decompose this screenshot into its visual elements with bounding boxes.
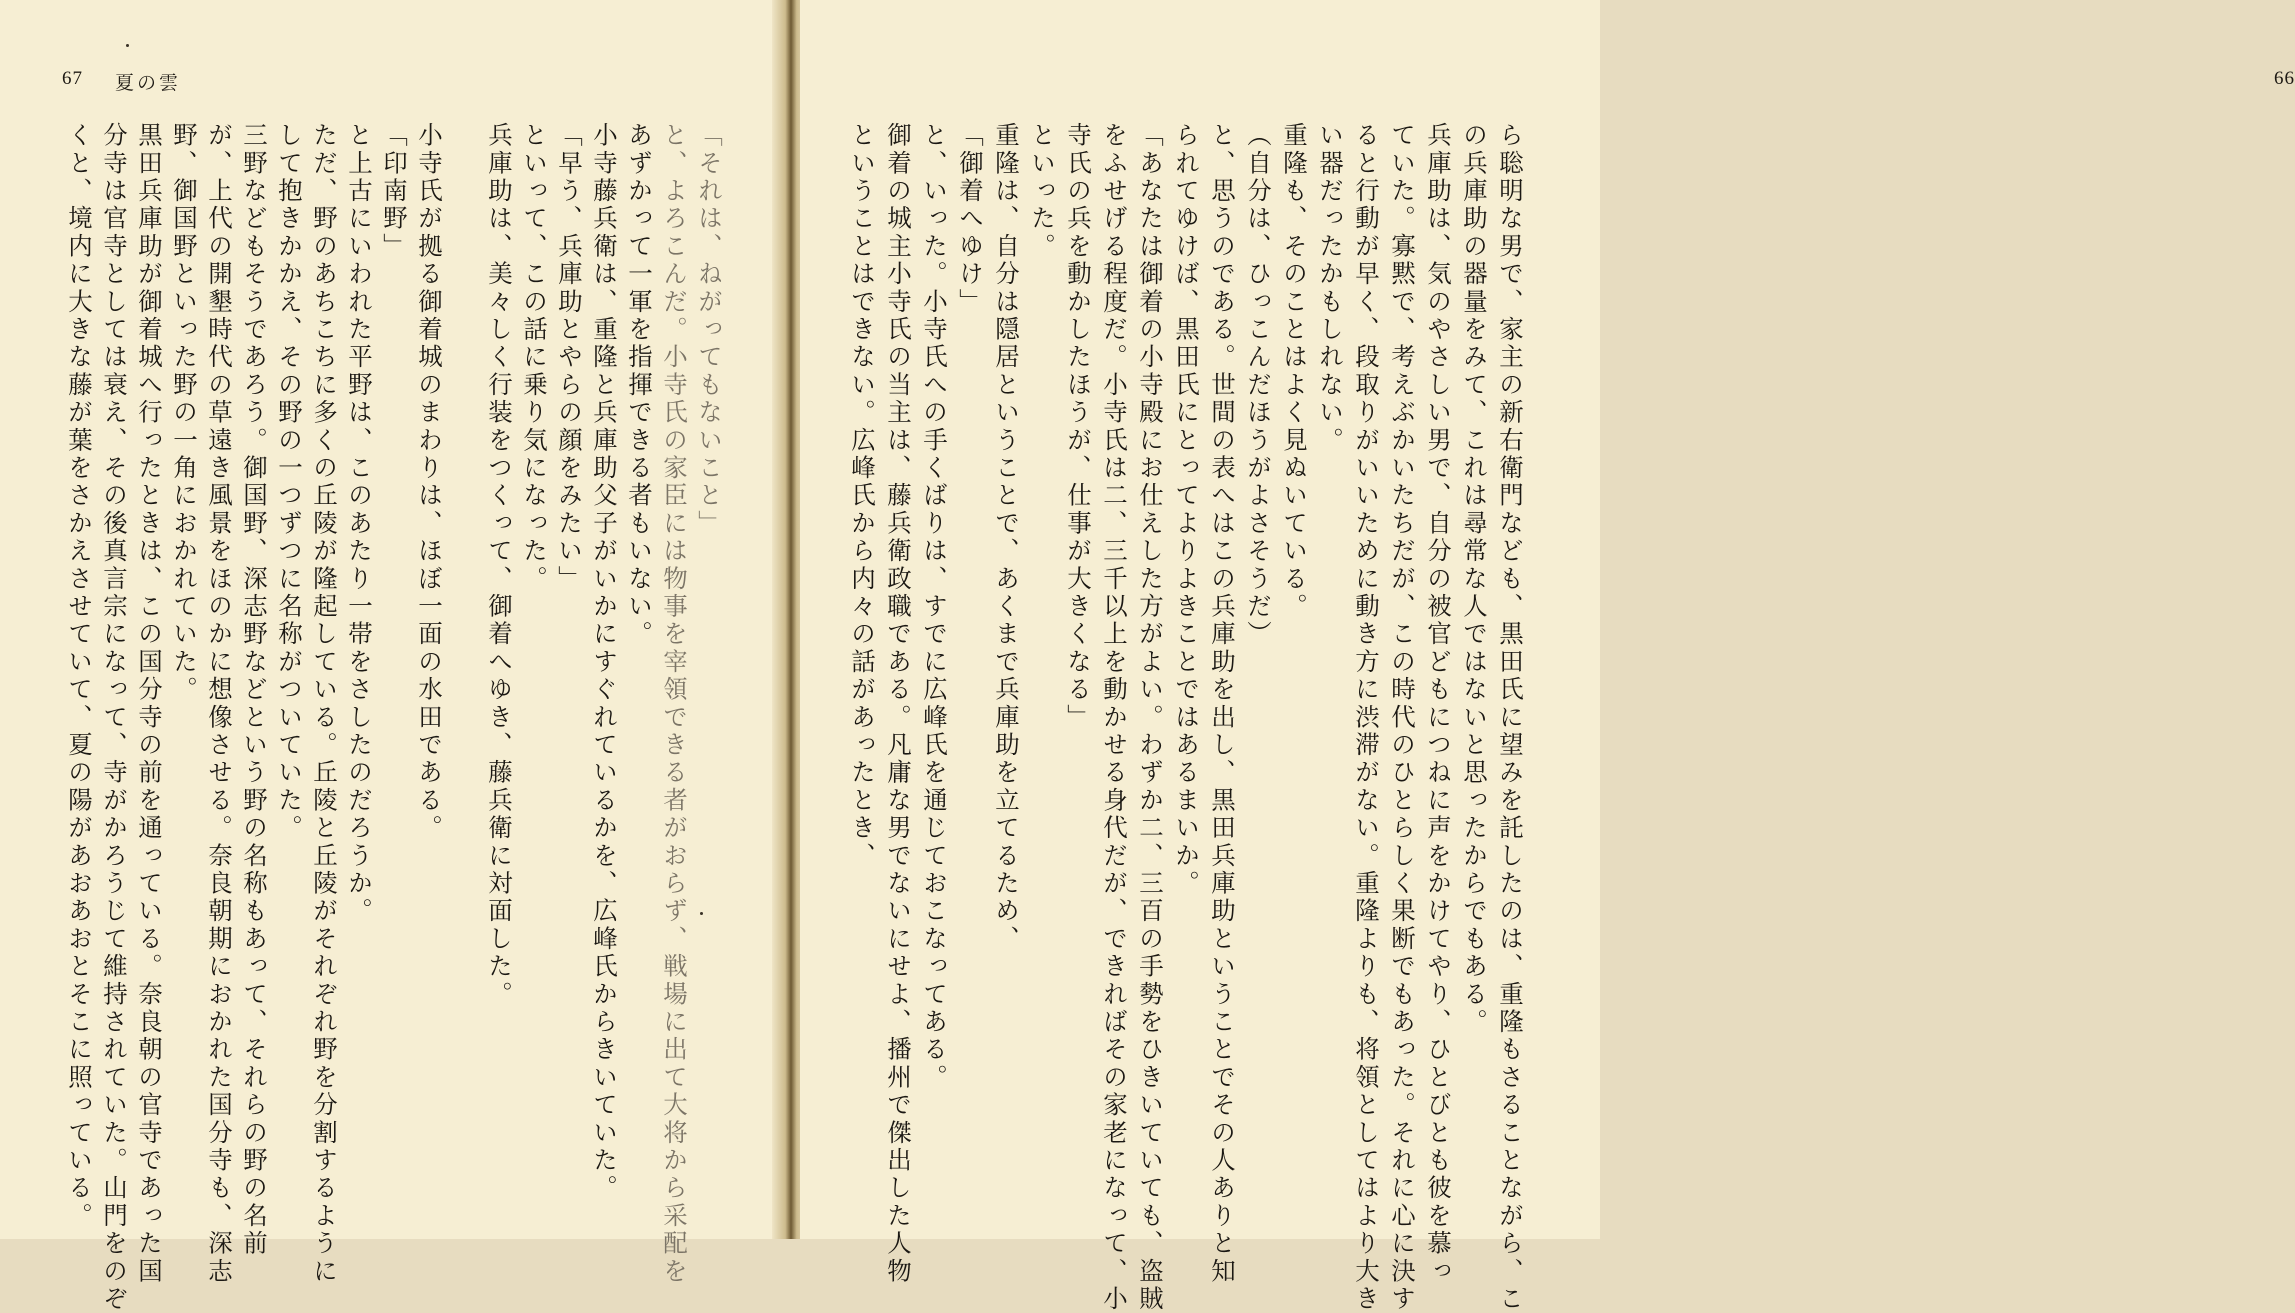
- text-column: 黒田兵庫助が御着城へ行ったときは、この国分寺の前を通っている。奈良朝の官寺であった国: [135, 122, 164, 1286]
- text-column: といった。: [1028, 122, 1057, 261]
- page-number-right: 66: [2274, 68, 2295, 89]
- text-column: 寺氏の兵を動かしたほうが、仕事が大きくなる」: [1064, 122, 1093, 732]
- text-column: 重隆も、そのことはよく見ぬいている。: [1280, 122, 1309, 621]
- text-column: ただ、野のあちこちに多くの丘陵が隆起している。丘陵と丘陵がそれぞれ野を分割するように: [310, 122, 339, 1286]
- page-number-left: 67: [62, 68, 83, 89]
- text-column: 「御着へゆけ」: [956, 122, 985, 316]
- text-column: ら聡明な男で、家主の新右衛門なども、黒田氏に望みを託したのは、重隆もさることながら、こ: [1496, 122, 1525, 1313]
- running-title: 夏の雲: [115, 73, 182, 94]
- text-column: 「それは、ねがってもないこと」: [695, 122, 724, 538]
- text-column: [447, 122, 481, 1202]
- text-column: が、上代の開墾時代の草遠き風景をほのかに想像させる。奈良朝期におかれた国分寺も、深志: [205, 122, 234, 1286]
- text-column: して抱きかかえ、その野の一つずつに名称がついていた。: [275, 122, 304, 843]
- text-column: といって、この話に乗り気になった。: [520, 122, 549, 593]
- text-column: 兵庫助は、美々しく行装をつくって、御着へゆき、藤兵衛に対面した。: [485, 122, 514, 1009]
- print-speck: [700, 912, 703, 915]
- text-column: 重隆は、自分は隠居ということで、あくまで兵庫助を立てるため、: [992, 122, 1021, 953]
- text-column: 御着の城主小寺氏の当主は、藤兵衛政職である。凡庸な男でないにせよ、播州で傑出した人物: [884, 122, 913, 1286]
- text-column: と、思うのである。世間の表へはこの兵庫助を出し、黒田兵庫助ということでその人ありと知: [1208, 122, 1237, 1286]
- text-column: 小寺藤兵衛は、重隆と兵庫助父子がいかにすぐれているかを、広峰氏からきいていた。: [590, 122, 619, 1203]
- text-column: 「印南野」: [380, 122, 409, 261]
- text-column: と、いった。小寺氏への手くばりは、すでに広峰氏を通じておこなってある。: [920, 122, 949, 1092]
- text-column: くと、境内に大きな藤が葉をさかえさせていて、夏の陽があおあおとそこに照っている。: [65, 122, 94, 1230]
- text-column: 小寺氏が拠る御着城のまわりは、ほぼ一面の水田である。: [415, 122, 444, 843]
- text-column: ということはできない。広峰氏から内々の話があったとき、: [848, 122, 877, 870]
- text-column: い器だったかもしれない。: [1316, 122, 1345, 455]
- text-column: 野、御国野といった野の一角におかれていた。: [170, 122, 199, 704]
- left-page: [0, 0, 780, 1313]
- text-column: の兵庫助の器量をみて、これは尋常な人ではないと思ったからでもある。: [1460, 122, 1489, 1037]
- print-speck: [126, 44, 129, 47]
- text-column: 「あなたは御着の小寺殿にお仕えした方がよい。わずか二、三百の手勢をひきいていても、盗賊: [1136, 122, 1165, 1313]
- text-column: 三野などもそうであろう。御国野、深志野などという野の名称もあって、それらの野の名前: [240, 122, 269, 1258]
- text-column: ていた。寡黙で、考えぶかいたちだが、この時代のひとらしく果断でもあった。それに心に決す: [1388, 122, 1417, 1313]
- right-page: [800, 0, 2295, 1313]
- text-column: （自分は、ひっこんだほうがよさそうだ）: [1244, 122, 1273, 649]
- text-column: 分寺は官寺としては衰え、その後真言宗になって、寺がかろうじて維持されていた。山門をのぞ: [100, 122, 129, 1313]
- text-column: ると行動が早く、段取りがいいために動き方に渋滞がない。重隆よりも、将領としてはより大き: [1352, 122, 1381, 1313]
- text-column: と上古にいわれた平野は、このあたり一帯をさしたのだろうか。: [345, 122, 374, 926]
- text-column: 「早う、兵庫助とやらの顔をみたい」: [555, 122, 584, 593]
- text-column: 兵庫助は、気のやさしい男で、自分の被官どもにつねに声をかけてやり、ひとびとも彼を慕っ: [1424, 122, 1453, 1286]
- text-column: と、よろこんだ。小寺氏の家臣には物事を宰領できる者がおらず、戦場に出て大将から采配を: [660, 122, 689, 1286]
- text-column: られてゆけば、黒田氏にとってよりよきことではあるまいか。: [1172, 122, 1201, 898]
- text-column: あずかって一軍を指揮できる者もいない。: [625, 122, 654, 649]
- text-column: をふせげる程度だ。小寺氏は二、三千以上を動かせる身代だが、できればその家老になって、小: [1100, 122, 1129, 1313]
